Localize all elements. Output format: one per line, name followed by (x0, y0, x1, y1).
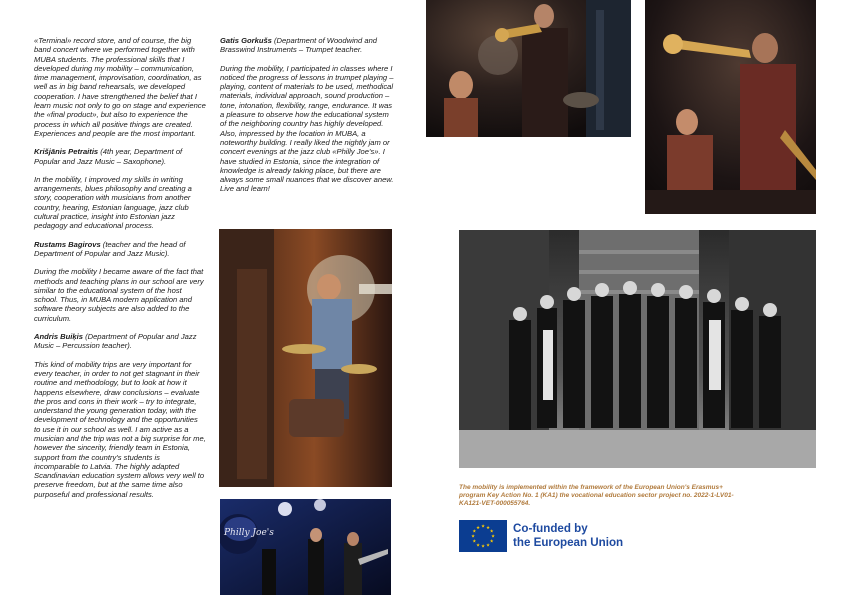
middle-text-column (220, 36, 396, 203)
paragraph: In the mobility, I improved my skills in writing arrangements, blues philosophy and creating a story, cooperation with musicians from another country, hearing, Estonian language, jazz club cultural practice, insight into Estonian jazz pedagogy and educational process. (34, 174, 192, 231)
speaker-role: (Department of Woodwind and Brasswind Instruments – Trumpet teacher. (220, 36, 378, 55)
eu-stars (459, 520, 507, 552)
paragraph: During the mobility I became aware of the fact that methods and teaching plans in our school are very similar to the educational system of the host school. Thus, in MUBA modern application and software theory subjects are also added to the curriculum. (34, 267, 204, 323)
paragraph: During the mobility, I participated in classes where I noticed the progress of lessons in trumpet playing – playing, content of materials to be used, methodical materials, individual approach, sound production – tone, intonation, flexibility, range, endurance. It was a pleasure to observe how the educational system of the neighboring country has highly developed. Also, impressed by the location in MUBA, a noteworthy building. I really liked the nightly jam or concert evenings at the jazz club «Philly Joe's». I have studied in Estonia, since the integration of knowledge is already taking place, but there are always some small nuances that we discover anew. Live and learn! (220, 63, 394, 194)
eu-star-icon: ★ (490, 534, 496, 540)
speaker-name: Andris Buiķis (34, 332, 83, 342)
eu-cofunded-label (513, 522, 663, 550)
eu-star-icon: ★ (485, 525, 491, 531)
eu-label-line1: Co-funded by (513, 522, 588, 535)
drummer-photo (219, 229, 392, 487)
eu-star-icon: ★ (485, 543, 491, 549)
eu-star-icon: ★ (472, 539, 477, 545)
paragraph (34, 240, 206, 259)
eu-label-line2: the European Union (513, 536, 624, 549)
erasmus-disclaimer: The mobility is implemented within the framework of the European Union's Erasmus+ program Key Action No. 1 (KA1) the vocational education sector project no. 2022-1-LV01-KA121-VET-000055764. (459, 484, 734, 508)
eu-flag-icon (459, 520, 507, 552)
paragraph (34, 332, 206, 351)
eu-star-icon: ★ (489, 539, 494, 545)
paragraph (220, 36, 396, 55)
eu-star-icon: ★ (480, 524, 486, 530)
eu-star-icon: ★ (475, 525, 481, 531)
stage-sign-text: Philly Joe's (224, 528, 274, 538)
speaker-role: (Department of Popular and Jazz Music – Percussion teacher). (34, 332, 197, 351)
trumpet-concert-photo (426, 0, 631, 137)
speaker-role: (4th year, Department of Popular and Jazz Music – Saxophone). (34, 147, 183, 166)
speaker-name: Krišjānis Petraitis (34, 147, 99, 157)
eu-star-icon: ★ (470, 534, 476, 540)
paragraph: «Terminal» record store, and of course, the big band concert where we performed together with MUBA students. The professional skills that I developed during my mobility – communication, time management, improvisation, coordination, as well as in big band rehearsals, we developed cooperation. I have strengthened the belief that I learn music not only to go on stage and experience the «final product», but also to experience the process in which all positive things are created. Experiences and people are the most important. (34, 36, 206, 138)
jazz-club-stage-photo (220, 499, 391, 595)
speaker-role: (teacher and the head of Department of Popular and Jazz Music). (34, 239, 186, 258)
paragraph (34, 147, 206, 166)
left-text-column (34, 36, 206, 508)
paragraph: This kind of mobility trips are very important for every teacher, in order to not get stagnant in their routine and methodology, but to look at how it happens elsewhere, draw conclusions – evaluate the pros and cons in their work – try to integrate, understand the young generation today, with the development of technology and the opportunities to use it in our school as well. I am active as a musician and the trip was not a big surprise for me, however the sincerity, friendly team in Estonia, support from the country's students is incomparable to Latvia. The highly adapted Scandinavian education system allows very well to preserve freedom, but at the same time also purposeful and professional results. (34, 359, 206, 499)
speaker-name: Gatis Gorkušs (220, 36, 272, 45)
big-band-group-photo (459, 230, 816, 468)
eu-star-icon: ★ (475, 543, 481, 549)
eu-star-icon: ★ (472, 529, 477, 535)
eu-star-icon: ★ (480, 544, 486, 550)
eu-star-icon: ★ (489, 529, 494, 535)
speaker-name: Rustams Bagirovs (34, 239, 101, 249)
trumpet-piano-photo (645, 0, 816, 214)
